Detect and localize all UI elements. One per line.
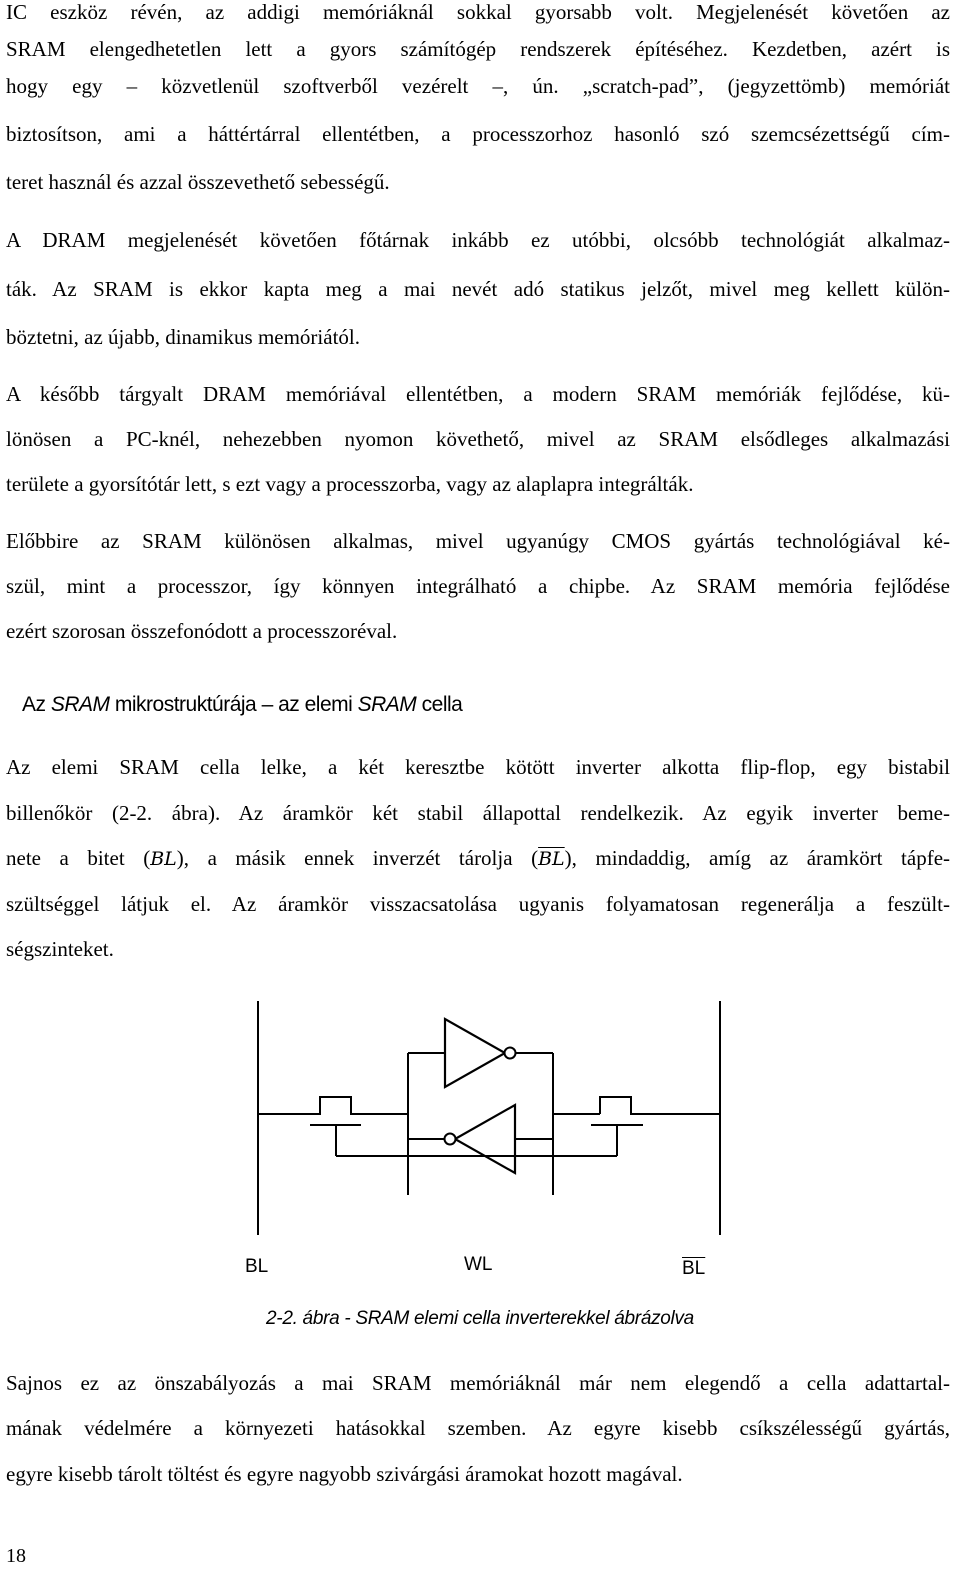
heading-part: mikrostruktúrája – az elemi [109,693,358,716]
left-transistor [258,1097,378,1114]
bl-symbol: BL [150,848,177,870]
sram-cell-diagram [230,995,730,1295]
text-line: szül, mint a processzor, így könnyen integrálható a chipbe. Az SRAM memória fejlődése [6,574,950,598]
label-bl: BL [245,1256,269,1277]
text-line: Előbbire az SRAM különösen alkalmas, mivel ugyanúgy CMOS gyártás technológiával ké- [6,529,950,553]
text-line: egyre kisebb tárolt töltést és egyre nagyobb szivárgási áramokat hozott magával. [6,1462,683,1486]
text-line: mának védelmére a környezeti hatásokkal szemben. Az egyre kisebb csíkszélességű gyártás, [6,1416,950,1440]
text-line: biztosítson, ami a háttértárral ellentétben, a processzorhoz hasonló szó szemcsézettségű cím- [6,122,950,146]
text-line: A később tárgyalt DRAM memóriával ellentétben, a modern SRAM memóriák fejlődése, kü- [6,382,950,406]
heading-part: SRAM [357,693,417,716]
text-line: hogy egy – közvetlenül szoftverből vezérelt –, ún. „scratch-pad”, (jegyzettömb) memóriát [6,74,950,98]
inverter-top [445,1019,505,1087]
text-run: nete a bitet ( [6,846,151,870]
heading-part: cella [416,693,463,716]
inverter-bottom-bubble [445,1134,456,1145]
heading-part: Az [22,693,51,716]
heading-part: SRAM [50,693,110,716]
text-line: IC eszköz révén, az addigi memóriáknál sokkal gyorsabb volt. Megjelenését követően az [6,0,950,24]
text-line: ták. Az SRAM is ekkor kapta meg a mai nevét adó statikus jelzőt, mivel meg kellett külön- [6,277,950,301]
bl-bar-symbol: $\overline{BL}$ [538,848,565,870]
label-wl: WL [464,1254,493,1275]
text-line: Sajnos ez az önszabályozás a mai SRAM memóriáknál már nem elegendő a cella adattartal- [6,1371,950,1395]
text-line: ezért szorosan összefonódott a processzoréval. [6,619,398,643]
label-bl-bar: $\overline{BL}$ [682,1258,706,1279]
text-line: A DRAM megjelenését követően főtárnak inkább ez utóbbi, olcsóbb technológiát alkalmaz- [6,228,950,252]
text-line: böztetni, az újabb, dinamikus memóriától. [6,325,360,349]
text-line: Az elemi SRAM cella lelke, a két keresztbe kötött inverter alkotta flip-flop, egy bistabil [6,755,950,779]
text-run: ), mindaddig, amíg az áramkört tápfe- [564,846,951,870]
text-line: SRAM elengedhetetlen lett a gyors számítógép rendszerek építéséhez. Kezdetben, azért is [6,37,950,61]
section-heading [22,693,462,717]
inverter-top-bubble [505,1048,516,1059]
right-transistor [600,1097,720,1114]
text-line: billenőkör (2-2. ábra). Az áramkör két stabil állapottal rendelkezik. Az egyik inverter beme- [6,801,950,825]
figure-caption: 2-2. ábra - SRAM elemi cella inverterekkel ábrázolva [266,1308,694,1329]
text-line: területe a gyorsítótár lett, s ezt vagy a processzorba, vagy az alaplapra integrálták. [6,472,694,496]
text-line: teret használ és azzal összevethető sebességű. [6,170,390,194]
inverter-bottom [455,1105,515,1173]
text-line: ségszinteket. [6,937,114,961]
text-run: ), a másik ennek inverzét tárolja ( [176,846,539,870]
text-line: szültséggel látjuk el. Az áramkör visszacsatolása ugyanis folyamatosan regenerálja a feszült- [6,892,950,916]
page-number: 18 [6,1545,26,1567]
text-line: lönösen a PC-knél, nehezebben nyomon követhető, mivel az SRAM elsődleges alkalmazási [6,427,950,451]
text-line [6,848,950,869]
